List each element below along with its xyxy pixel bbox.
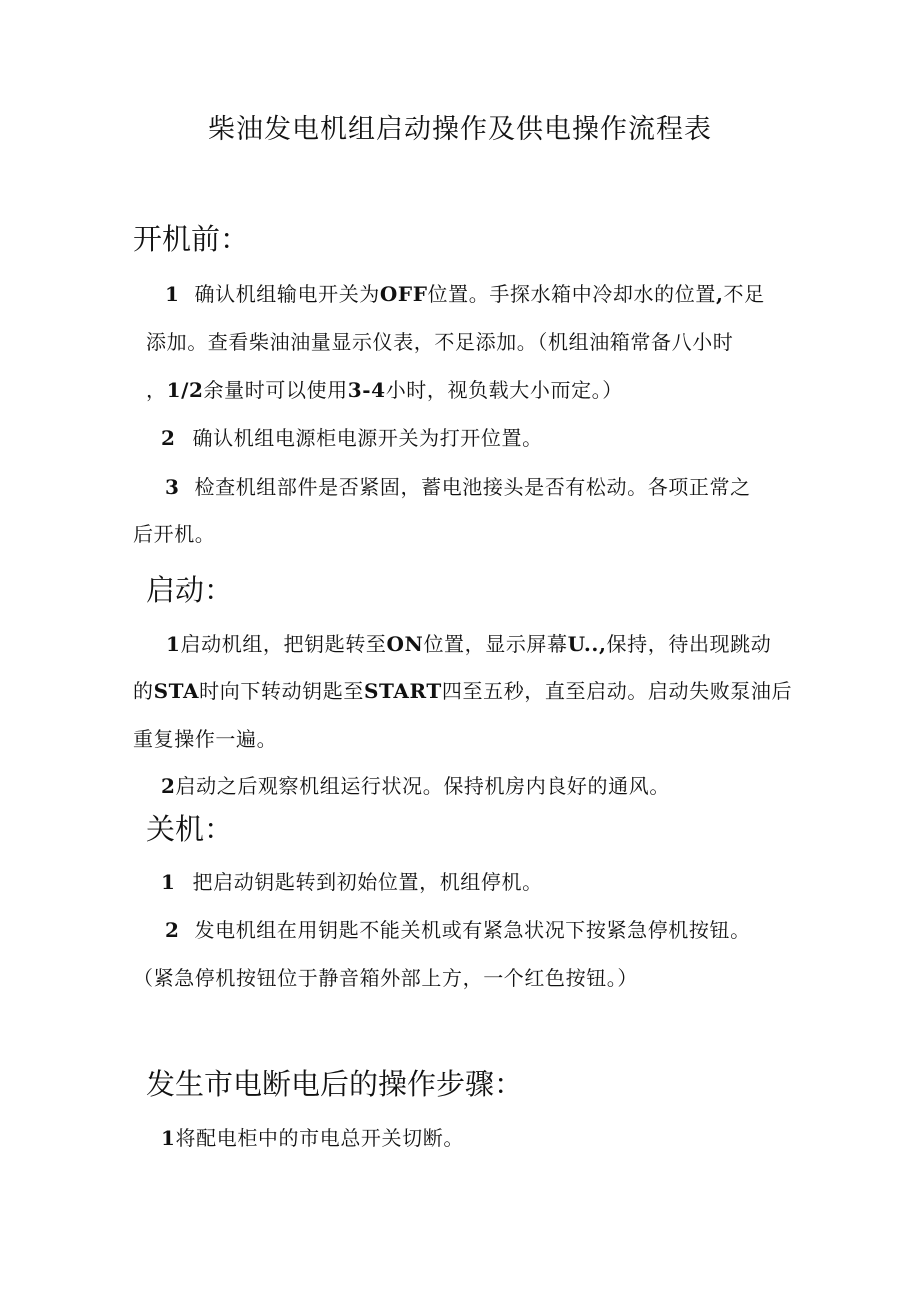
before-start-item-2	[161, 424, 543, 452]
text-segment: 把启动钥匙转到初始位置，机组停机。	[192, 870, 543, 894]
text-segment: ON	[386, 632, 424, 656]
before-start-item-1-line-2: 添加。查看柴油油量显示仪表，不足添加。（机组油箱常备八小时	[146, 330, 734, 354]
text-segment: 的	[133, 679, 154, 703]
section-heading-power-outage: 发生市电断电后的操作步骤：	[146, 1067, 524, 1101]
text-segment: 检查机组部件是否紧固，蓄电池接头是否有松动。各项正常之	[194, 475, 751, 499]
text-segment: 小时，视负载大小而定。）	[385, 378, 623, 402]
text-segment: 不足	[723, 282, 765, 306]
text-segment: U..,	[567, 632, 607, 656]
text-segment: 时向下转动钥匙至	[199, 679, 364, 703]
item-number: 3	[165, 475, 180, 499]
before-start-item-1-line-1	[165, 280, 765, 308]
section-heading-start: 启动：	[146, 573, 234, 607]
text-segment: ，	[146, 378, 167, 402]
shutdown-item-2-line-1	[165, 916, 751, 944]
text-segment: 3-4	[347, 378, 386, 402]
text-segment: 启动机组，把钥匙转至	[180, 632, 387, 656]
before-start-item-3-line-2: 后开机。	[133, 522, 216, 546]
start-item-1-line-1	[166, 630, 771, 658]
before-start-item-1-line-3	[146, 376, 623, 404]
power-outage-item-1	[161, 1124, 464, 1152]
text-segment: 四至五秒，直至启动。启动失败泵油后	[441, 679, 793, 703]
text-segment: 保持，待出现跳动	[606, 632, 772, 656]
text-segment: 确认机组电源柜电源开关为打开位置。	[192, 426, 543, 450]
item-number: 2	[161, 774, 176, 798]
text-segment: 位置。手探水箱中冷却水的位置	[427, 282, 716, 306]
item-number: 1	[166, 632, 181, 656]
text-segment: START	[363, 679, 442, 703]
item-number: 1	[165, 282, 180, 306]
text-segment: ,	[715, 282, 724, 306]
section-heading-before-start: 开机前：	[133, 222, 250, 256]
text-segment: 发电机组在用钥匙不能关机或有紧急状况下按紧急停机按钮。	[194, 918, 751, 942]
shutdown-item-1	[161, 868, 543, 896]
item-number: 2	[165, 918, 180, 942]
document-title: 柴油发电机组启动操作及供电操作流程表	[208, 114, 712, 145]
text-segment: 余量时可以使用	[203, 378, 348, 402]
text-segment: STA	[153, 679, 200, 703]
text-segment: 将配电柜中的市电总开关切断。	[175, 1126, 464, 1150]
item-number: 2	[161, 426, 176, 450]
text-segment: 启动之后观察机组运行状况。保持机房内良好的通风。	[175, 774, 670, 798]
text-segment: 位置，显示屏幕	[423, 632, 568, 656]
shutdown-item-2-line-2: （紧急停机按钮位于静音箱外部上方，一个红色按钮。）	[133, 966, 638, 990]
item-number: 1	[161, 870, 176, 894]
start-item-1-line-2	[133, 677, 792, 705]
text-segment: OFF	[379, 282, 428, 306]
section-heading-shutdown: 关机：	[146, 812, 234, 846]
start-item-2	[161, 772, 670, 800]
item-number: 1	[161, 1126, 176, 1150]
before-start-item-3-line-1	[165, 473, 751, 501]
text-segment: 确认机组输电开关为	[194, 282, 380, 306]
start-item-1-line-3: 重复操作一遍。	[133, 727, 278, 751]
text-segment: 1/2	[166, 378, 204, 402]
